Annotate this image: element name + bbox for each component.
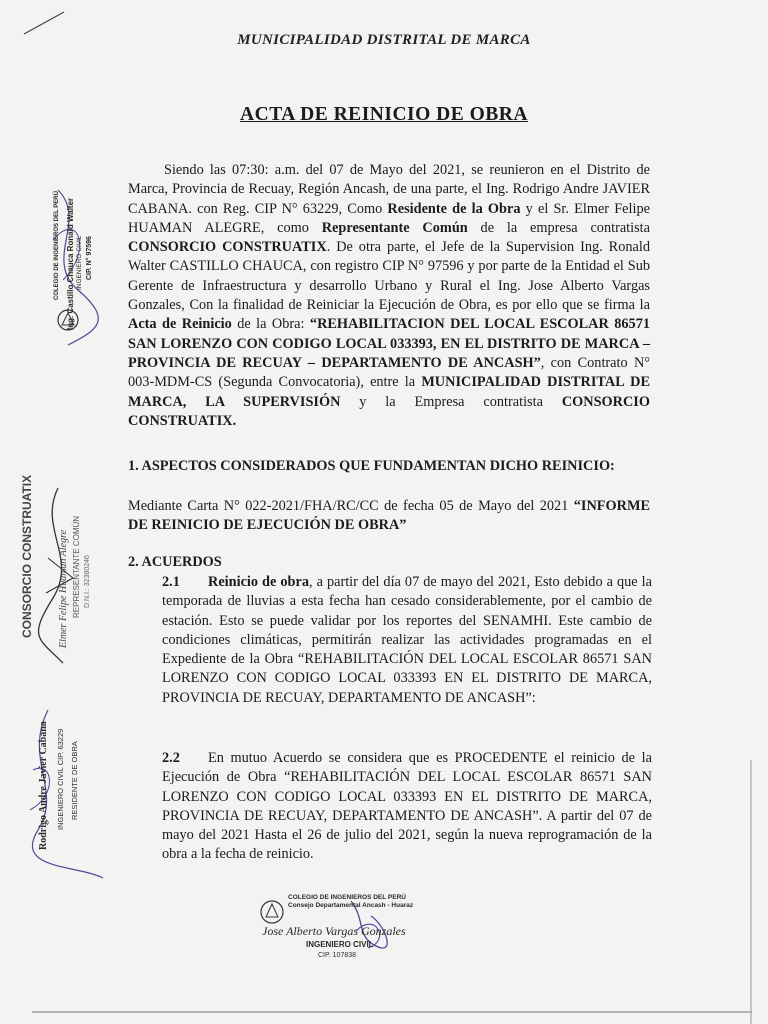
supervisor-stamp: COLEGIO DE INGENIEROS DEL PERÚ Ing. Castillo Chauca Ronald Walter INGENIERO CIVIL CIP. N° 97596 [48,180,108,350]
consorcio-stamp: CONSORCIO CONSTRUATIX Elmer Felipe Huaman Alegre REPRESENTANTE COMÚN D.N.I.: 32380246 [18,468,108,668]
agreement-2-1: 2.1 Reinicio de obra, a partir del día 07 de mayo del 2021, Esto debido a que la temporada de lluvias a esta fecha han cesado considerablemente, por el cambio de estación. Esto se puede validar por los reportes del SENAMHI. Este cambio de condiciones climáticas, permitirán realizar las actividades programadas en el Expediente de la Obra “REHABILITACIÓN DEL LOCAL ESCOLAR 86571 SAN LORENZO CON CODIGO LOCAL 033393 EN EL DISTRITO DE MARCA, PROVINCIA DE RECUAY, DEPARTAMENTO DE ANCASH”: [162,574,652,706]
carta-paragraph: Mediante Carta N° 022-2021/FHA/RC/CC de fecha 05 de Mayo del 2021 “INFORME DE REINICIO DE EJECUCIÓN DE OBRA” [128,498,650,534]
municipal-engineer-stamp: COLEGIO DE INGENIEROS DEL PERÚ Consejo Departamental Ancash - Huaraz Jose Alberto Vargas Gonzales INGENIERO CIVIL CIP. 107838 [256,886,446,976]
residente-stamp: Rodrigo Andre Javier Cabana INGENIERO CIVIL CIP. 63229 RESIDENTE DE OBRA [18,700,108,880]
item-number: 2.1 [162,574,180,590]
municipality-header: MUNICIPALIDAD DISTRITAL DE MARCA [237,32,531,48]
item-number: 2.2 [162,750,180,766]
opening-paragraph: Siendo las 07:30: a.m. del 07 de Mayo del 2021, se reunieron en el Distrito de Marca, Provincia de Recuay, Región Ancash, de una parte, el Ing. Rodrigo Andre JAVIER CABANA. con Reg. CIP N° 63229, Como Residente de la Obra y el Sr. Elmer Felipe HUAMAN ALEGRE, como Representante Común de la empresa contratista CONSORCIO CONSTRUATIX. De otra parte, el Jefe de la Supervision Ing. Ronald Walter CASTILLO CHAUCA, con registro CIP N° 97596 y por parte de la Entidad el Sub Gerente de Infraestructura y desarrollo Urbano y Rural el Ing. Jose Alberto Vargas Gonzales, Con la finalidad de Reiniciar la Ejecución de Obra, es por ello que se firma la Acta de Reinicio de la Obra: “REHABILITACION DEL LOCAL ESCOLAR 86571 SAN LORENZO CON CODIGO LOCAL 033393, EN EL DISTRITO DE MARCA – PROVINCIA DE RECUAY – DEPARTAMENTO DE ANCASH”, con Contrato N° 003-MDM-CS (Segunda Convocatoria), entre la MUNICIPALIDAD DISTRITAL DE MARCA, LA SUPERVISIÓN y la Empresa contratista CONSORCIO CONSTRUATIX. [128,162,650,429]
section-1-heading: 1. ASPECTOS CONSIDERADOS QUE FUNDAMENTAN DICHO REINICIO: [128,458,615,474]
document-title: ACTA DE REINICIO DE OBRA [240,104,528,125]
section-2-heading: 2. ACUERDOS [128,554,222,570]
agreement-2-2: 2.2 En mutuo Acuerdo se considera que es PROCEDENTE el reinicio de la Ejecución de Obra “REHABILITACIÓN DEL LOCAL ESCOLAR 86571 SAN LORENZO CON CODIGO LOCAL 033393 EN EL DISTRITO DE MARCA, PROVINCIA DE RECUAY, DEPARTAMENTO DE ANCASH”. A partir del 07 de mayo del 2021 Hasta el 26 de julio del 2021, según la nueva reprogramación de la obra a la fecha de reinicio. [162,750,652,863]
